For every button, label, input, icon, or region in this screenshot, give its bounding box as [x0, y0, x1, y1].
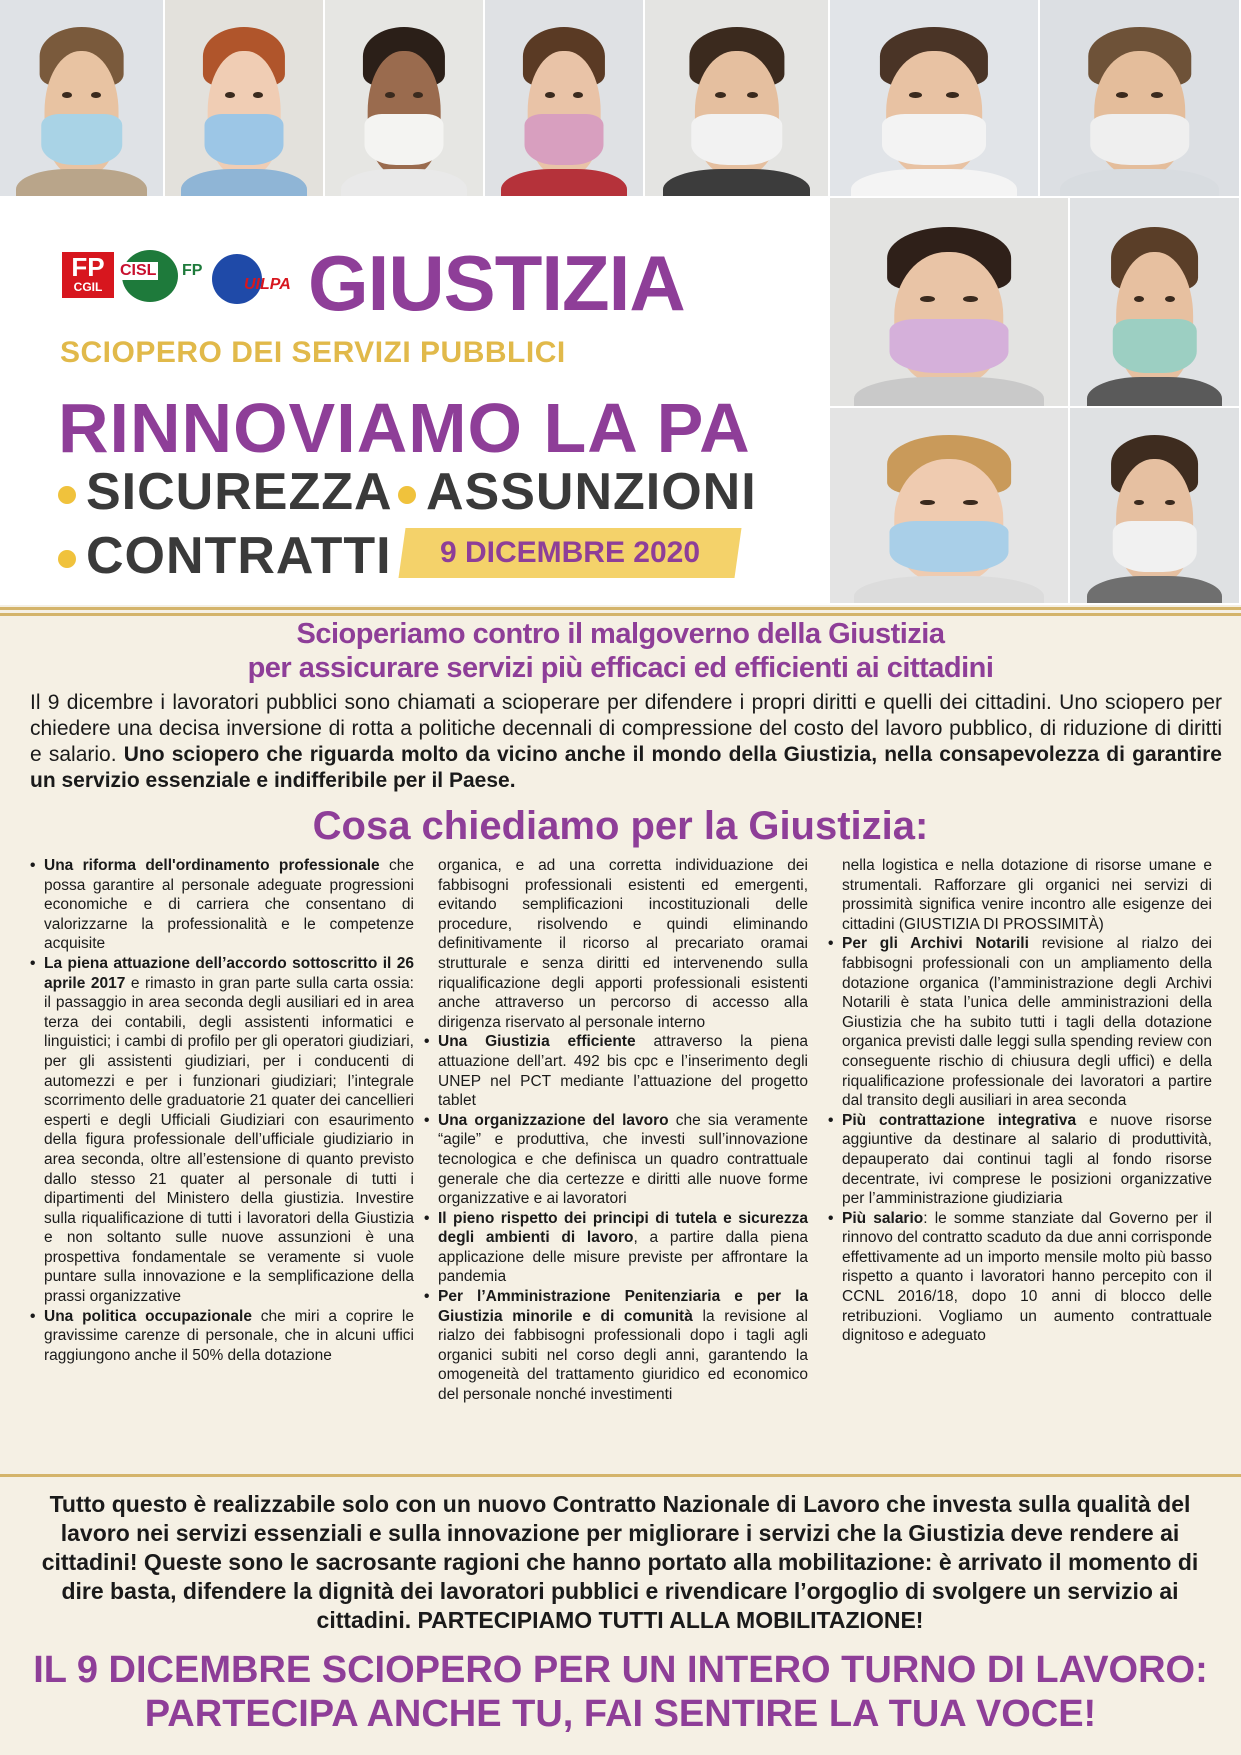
- strike-subtitle: SCIOPERO DEI SERVIZI PUBBLICI: [60, 336, 566, 369]
- bullet-dot: [398, 486, 416, 504]
- list-item: • Più contrattazione integrativa e nuove risorse aggiuntive da destinare al salario di produttività, depauperato dai continui tagli al fondo risorse decentrate, ivi comprese le posizioni organizzative per l’amministrazione giudiziaria: [842, 1111, 1212, 1209]
- photo-man-glasses-mask: [645, 0, 830, 198]
- demands-column-1: [30, 856, 414, 1365]
- list-item: • Una riforma dell'ordinamento professionale che possa garantire al personale adeguate progressioni economiche e di carriera che consentano di valorizzarne la professionalità e le competenze acquisite: [44, 856, 414, 954]
- list-item: • Più salario: le somme stanziate dal Governo per il rinnovo del contratto scaduto da due anni corrisponde effettivamente ad un importo mensile molto più basso rispetto a quanto i lavoratori hanno percepito con il CCNL 2016/18, dopo 10 anni di blocco delle retribuzioni. Vogliamo un aumento contrattuale dignitoso e adeguato: [842, 1209, 1212, 1346]
- bullet-dot: [58, 486, 76, 504]
- headline-2: per assicurare servizi più efficaci ed efficienti ai cittadini: [247, 652, 994, 684]
- list-item: • Per l’Amministrazione Penitenziaria e per la Giustizia minorile e di comunità la revisione al rialzo dei fabbisogni professionali dopo i tagli agli organici subiti nel corso degli anni, garantendo la omogeneità del trattamento giuridico ed economico del personale nonché investimenti: [438, 1287, 808, 1405]
- photo-woman-pink-mask: [485, 0, 645, 198]
- page-title: GIUSTIZIA: [308, 239, 685, 327]
- photo-woman-light-blue-mask: [830, 408, 1070, 605]
- demands-title: Cosa chiediamo per la Giustizia:: [312, 804, 929, 848]
- final-line-1: IL 9 DICEMBRE SCIOPERO PER UN INTERO TURNO DI LAVORO:: [33, 1649, 1208, 1691]
- strike-date: 9 DICEMBRE 2020: [439, 536, 701, 569]
- list-item: • Il pieno rispetto dei principi di tutela e sicurezza degli ambienti di lavoro, a partire dalla piena applicazione delle misure previste per affrontare la pandemia: [438, 1209, 808, 1287]
- headline-1: Scioperiamo contro il malgoverno della Giustizia: [296, 618, 945, 650]
- slogan: RINNOVIAMO LA PA: [58, 389, 751, 467]
- photo-man-valve-mask: [1070, 408, 1241, 605]
- photo-man-white-mask: [325, 0, 485, 198]
- list-item-continued: nella logistica e nella dotazione di risorse umane e strumentali. Rafforzare gli organici nei servizi di prossimità significa venire incontro alle esigenze dei cittadini (GIUSTIZIA DI PROSSIMITÀ): [842, 857, 1212, 933]
- photo-woman-lilac-mask: [830, 198, 1070, 408]
- fp-cgil-logo: FP CGIL: [62, 252, 114, 298]
- demands-column-3: [828, 856, 1212, 1346]
- closing-paragraph: Tutto questo è realizzabile solo con un nuovo Contratto Nazionale di Lavoro che investa sulla qualità del lavoro nei servizi essenziali e sulla innovazione per migliorare i servizi che la Giustizia deve rendere ai cittadini! Queste sono le sacrosante ragioni che hanno portato alla mobilitazione: è arrivato il momento di dire basta, difendere la dignità dei lavoratori pubblici e rivendicare l’orgoglio di svolgere un servizio ai cittadini. PARTECIPIAMO TUTTI ALLA MOBILITAZIONE!: [41, 1491, 1199, 1633]
- photo-woman-blue-mask: [165, 0, 325, 198]
- demands-column-2: [424, 856, 808, 1405]
- divider: [0, 607, 1241, 610]
- list-item: • Una Giustizia efficiente attraverso la piena attuazione dell’art. 492 bis cpc e l’inserimento degli UNEP nel PCT mediante l’attuazione del progetto tablet: [438, 1032, 808, 1110]
- photo-man-green-mask: [1070, 198, 1241, 408]
- cisl-logo: CISL: [122, 250, 178, 302]
- list-item: • Una organizzazione del lavoro che sia veramente “agile” e produttiva, che investi sull’innovazione tecnologica e che definisca un quadro contrattuale generale che dia certezze e diritti alle nuove forme organizzative e ai lavoratori: [438, 1111, 808, 1209]
- cisl-fp-label: FP: [182, 262, 203, 279]
- divider: [0, 613, 1241, 616]
- list-item: • Per gli Archivi Notarili revisione al rialzo dei fabbisogni professionali con un ampliamento della dotazione organica (l’amministrazione degli Archivi Notarili è stata l’unica delle amministrazioni della Giustizia che ha subito tutti i tagli della dotazione organica previsti dalle leggi sulla spending review con conseguente rischio di chiusura degli uffici) e della riqualificazione professionale dei lavoratori a partire dal transito degli ausiliari in area seconda: [842, 934, 1212, 1110]
- final-call: [0, 1648, 1241, 1736]
- photo-man-tattoo-mask: [1040, 0, 1241, 198]
- list-item: • La piena attuazione dell’accordo sottoscritto il 26 aprile 2017 e rimasto in gran parte sulla carta ossia: il passaggio in area seconda degli ausiliari ed in area terza dei contabili, degli assistenti informatici e linguistici; i cambi di profilo per gli operatori giudiziari, per gli assistenti giudiziari, per i conducenti di automezzi e per i funzionari giudiziari; l’integrale scorrimento delle graduatorie 21 quater dei cancellieri esperti e degli Ufficiali Giudiziari con esaurimento della figura professionale dell’ufficiale giudiziario in area seconda, oltre all’estensione di quanto previsto dallo stesso 21 quater al personale di tutti i dipartimenti del Ministero della giustizia. Investire sulla riqualificazione di tutti i lavoratori della Giustizia e non soltanto sulle nuove assunzioni è una prospettiva fondamentale se veramente si vuole puntare sulla innovazione e la semplificazione della prassi organizzative: [44, 954, 414, 1307]
- list-item-continued: organica, e ad una corretta individuazione dei fabbisogni professionali esistenti ed emergenti, evitando semplificazioni incostituzionali delle procedure, risolvendo e quindi eliminando definitivamente il ricorso al precariato oramai strutturale e senza diritti ed intervenendo sulla riqualificazione degli apporti professionali esistenti anche attraverso un percorso di accesso alla dirigenza riservato al personale interno: [438, 857, 808, 1031]
- intro-paragraph: Il 9 dicembre i lavoratori pubblici sono chiamati a scioperare per difendere i propri diritti e quelli dei cittadini. Uno sciopero per chiedere una decisa inversione di rotta a politiche decennali di compressione del costo del lavoro pubblico, di riduzione di diritti e salario. Uno sciopero che riguarda molto da vicino anche il mondo della Giustizia, nella consapevolezza di garantire un servizio essenziale e indifferibile per il Paese.: [30, 691, 1222, 792]
- photo-doctor-mask: [830, 0, 1040, 198]
- photo-man-beard-mask: [0, 0, 165, 198]
- bullet-dot: [58, 550, 76, 568]
- keyword-sicurezza: SICUREZZA: [58, 462, 393, 522]
- final-line-2: PARTECIPA ANCHE TU, FAI SENTIRE LA TUA VOCE!: [144, 1693, 1097, 1735]
- header-banner: [0, 0, 1241, 605]
- uilpa-label: UILPA: [244, 276, 291, 293]
- keyword-contratti: CONTRATTI: [58, 526, 392, 586]
- keyword-assunzioni: ASSUNZIONI: [398, 462, 757, 522]
- list-item: • Una politica occupazionale che miri a coprire le gravissime carenze di personale, che in alcuni uffici raggiungono anche il 50% della dotazione: [44, 1307, 414, 1366]
- divider: [0, 1474, 1241, 1477]
